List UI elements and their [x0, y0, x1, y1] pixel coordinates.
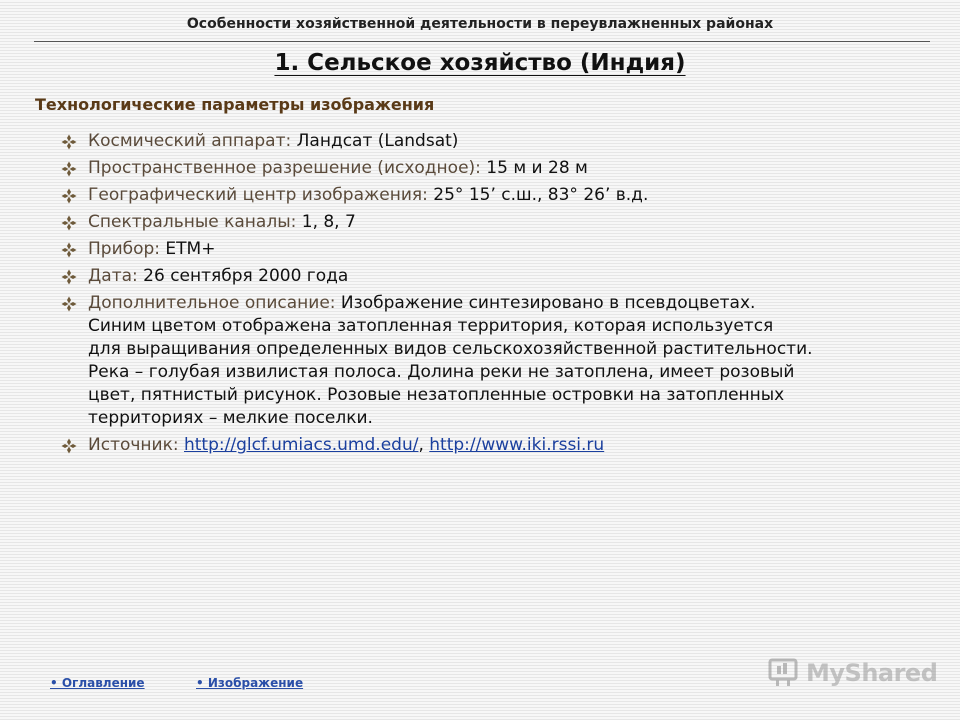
date-value: 26 сентября 2000 года	[137, 266, 349, 286]
center-label: Географический центр изображения:	[88, 185, 428, 205]
instrument-label: Прибор:	[88, 239, 161, 259]
spacecraft-label: Космический аппарат:	[88, 131, 292, 151]
description-text-3: для выращивания определенных видов сельскохозяйственной растительности.	[88, 339, 813, 359]
description-text-1: Изображение синтезировано в псевдоцветах.	[335, 293, 756, 313]
source-link-glcf[interactable]: http://glcf.umiacs.umd.edu/	[183, 435, 419, 455]
diamond-bullet-icon	[60, 268, 78, 286]
source-separator: ,	[418, 435, 424, 455]
spacecraft-value: Ландсат (Landsat)	[291, 131, 459, 151]
watermark	[768, 655, 937, 691]
channels-label: Спектральные каналы:	[88, 212, 297, 232]
source-link-iki[interactable]: http://www.iki.rssi.ru	[429, 435, 605, 455]
presentation-header: Особенности хозяйственной деятельности в переувлажненных районах	[186, 16, 774, 32]
diamond-bullet-icon	[60, 214, 78, 232]
description-text-6: территориях – мелкие поселки.	[88, 408, 373, 428]
channels-value: 1, 8, 7	[296, 212, 356, 232]
instrument-value: ETM+	[160, 239, 216, 259]
list-item-source	[60, 434, 920, 457]
source-label: Источник:	[88, 435, 179, 455]
list-item-center	[60, 184, 920, 207]
description-text-5: цвет, пятнистый рисунок. Розовые незатопленные островки на затопленных	[88, 385, 785, 405]
nav-link-contents[interactable]: • Оглавление	[50, 676, 145, 690]
section-heading: Технологические параметры изображения	[35, 95, 435, 114]
diamond-bullet-icon	[60, 437, 78, 455]
diamond-bullet-icon	[60, 160, 78, 178]
nav-link-image[interactable]: • Изображение	[196, 676, 304, 690]
watermark-text: MyShared	[806, 659, 938, 687]
list-item-resolution	[60, 157, 920, 180]
slide-title: 1. Сельское хозяйство (Индия)	[274, 50, 686, 76]
description-text-2: Синим цветом отображена затопленная территория, которая используется	[88, 316, 774, 336]
description-line-1	[88, 292, 920, 315]
list-item-channels	[60, 211, 920, 234]
diamond-bullet-icon	[60, 133, 78, 151]
resolution-value: 15 м и 28 м	[480, 158, 588, 178]
diamond-bullet-icon	[60, 241, 78, 259]
diamond-bullet-icon	[60, 187, 78, 205]
date-label: Дата:	[88, 266, 138, 286]
list-item-date	[60, 265, 920, 288]
center-value: 25° 15’ с.ш., 83° 26’ в.д.	[427, 185, 649, 205]
list-item-description	[60, 292, 920, 430]
header-divider	[34, 41, 930, 42]
description-text-4: Река – голубая извилистая полоса. Долина реки не затоплена, имеет розовый	[88, 362, 795, 382]
presentation-logo-icon	[768, 657, 802, 689]
list-item-spacecraft	[60, 130, 920, 153]
description-label: Дополнительное описание:	[88, 293, 336, 313]
resolution-label: Пространственное разрешение (исходное):	[88, 158, 481, 178]
list-item-instrument	[60, 238, 920, 261]
parameters-list	[60, 130, 920, 461]
diamond-bullet-icon	[60, 295, 78, 313]
